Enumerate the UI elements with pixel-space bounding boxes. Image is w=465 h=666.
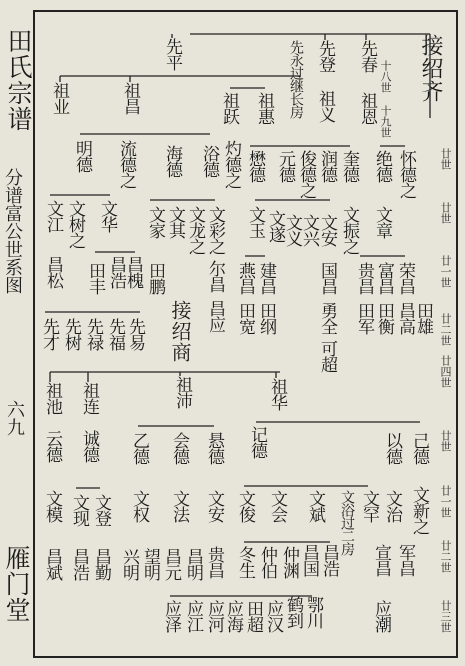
person-xian-1: 先树 [61,318,81,350]
person-xian-3: 先福 [105,318,125,350]
person-21-12: 文振之 [339,206,359,254]
person-l23-5: 应汉 [263,600,283,632]
person-l21-6: 文俊 [235,490,255,522]
person-22-9: 田宽 [235,302,255,334]
person-l21-3: 文权 [129,490,149,522]
person-20-7: 俊德之 [296,150,316,198]
person-22-2: 昌浩 [106,256,126,288]
generation-label-22b: 廿二世 [439,540,452,573]
person-lower-0: 祖池 [42,382,62,414]
generation-label-21: 廿一世 [439,255,452,288]
person-l21-5: 文安 [204,490,224,522]
person-l23-8: 应潮 [371,600,391,632]
generation-label-20b: 廿世 [439,202,452,224]
person-l21-2: 文登 [91,494,111,526]
person-21-13: 文章 [372,206,392,238]
person-21-8: 文遂 [265,210,285,242]
person-19-0: 祖业 [49,82,69,114]
person-22-8: 建昌 [256,262,276,294]
page-number: 六九 [4,400,25,436]
person-19-1: 祖昌 [120,82,140,114]
generation-label-19: 十九世 [379,105,392,138]
person-l20-3: 会德 [169,432,189,464]
person-l21-1: 文现 [69,494,89,526]
person-20-9: 奎德 [339,150,359,182]
person-22-3: 昌槐 [123,256,143,288]
person-21-6: 文彩之 [205,206,225,254]
person-l22-10: 仲渊 [279,546,299,578]
person-20-3: 浴德 [199,145,219,177]
person-l22-3: 兴明 [119,548,139,580]
person-19-5: 祖恩 [357,92,377,124]
person-xian-4: 先易 [125,318,145,350]
person-l22-11: 昌国 [299,544,319,576]
person-l20-1: 诚德 [79,430,99,462]
person-l20-2: 乙德 [129,432,149,464]
hall-name: 雁门堂 [2,545,31,623]
page-subtitle: 分谱富公世系图 [2,168,23,294]
person-l20-4: 悬德 [204,432,224,464]
person-l20-0: 云德 [42,430,62,462]
generation-label-18: 十八世 [379,60,392,93]
person-21-3: 文家 [145,206,165,238]
ancestor-name-top: 接绍齐 [418,34,443,103]
person-20-1: 流德之 [116,140,136,188]
person-22-18: 荣昌 [395,262,415,294]
person-lower-3: 祖华 [267,378,287,410]
branch-label-1: 先平 [162,38,182,70]
person-l23-1: 应江 [183,600,203,632]
person-l23-0: 应泽 [161,600,181,632]
generation-label-22a: 廿二世 [439,313,452,346]
person-lower-2: 祖沛 [172,376,192,408]
person-l21-11: 文治 [382,490,402,522]
person-22-12: 勇全 [317,302,337,334]
person-21-0: 文江 [43,200,63,232]
person-l20-7: 己德 [409,432,429,464]
generation-label-21b: 廿一世 [439,485,452,518]
person-22-10: 田纲 [256,302,276,334]
person-l22-9: 仲伯 [257,546,277,578]
person-22-14: 贵昌 [354,262,374,294]
person-22-1: 田丰 [85,262,105,294]
person-21-4: 文其 [165,206,185,238]
person-20-4: 灼德之 [221,140,241,188]
person-22-7: 燕昌 [235,262,255,294]
person-20-8: 润德 [317,150,337,182]
generation-label-20: 廿世 [439,148,452,170]
person-l21-0: 文模 [42,490,62,522]
person-20-11: 怀德之 [396,150,416,198]
person-21-11: 文安 [317,214,337,246]
branch-label-4: 先春 [357,40,377,72]
person-21-7: 文玉 [245,206,265,238]
person-21-2: 文华 [97,200,117,232]
person-l21-12: 文新之 [409,486,429,534]
person-l21-9: 文浴过二房 [339,490,355,555]
person-l23-7: 鄂川 [303,596,323,628]
person-20-6: 元德 [275,150,295,182]
person-l23-3: 应海 [223,600,243,632]
person-l22-13: 军昌 [395,544,415,576]
ancestor-name-second: 接绍商 [168,300,192,363]
person-22-16: 田衡 [374,302,394,334]
generation-label-20c: 廿世 [439,430,452,452]
person-22-11: 国昌 [317,262,337,294]
person-l23-2: 应河 [204,600,224,632]
generation-label-24: 廿四世 [439,355,452,388]
person-l20-6: 以德 [382,432,402,464]
person-22-17: 田军 [354,302,374,334]
person-l21-8: 文斌 [305,490,325,522]
person-l21-4: 文法 [169,490,189,522]
person-l22-14: 宣昌 [371,544,391,576]
branch-label-3: 先登 [315,40,335,72]
person-l22-2: 昌勤 [91,548,111,580]
person-22-0: 昌松 [43,256,63,288]
person-xian-0: 先才 [39,318,59,350]
person-19-3: 祖惠 [254,92,274,124]
person-lower-1: 祖连 [79,382,99,414]
person-20-0: 明德 [72,140,92,172]
person-l21-10: 文罕 [359,490,379,522]
person-22-15: 富昌 [374,262,394,294]
person-21-1: 文树之 [65,200,85,248]
person-l22-6: 昌明 [183,548,203,580]
person-22-4: 田鹏 [145,262,165,294]
person-21-10: 文兴 [299,214,319,246]
person-22-20: 田雄 [413,302,433,334]
person-19-2: 祖跃 [219,92,239,124]
person-22-19: 昌高 [395,302,415,334]
person-l22-1: 昌浩 [69,548,89,580]
person-21-9: 文义 [282,214,302,246]
person-l22-12: 昌浩 [319,544,339,576]
person-20-2: 海德 [162,145,182,177]
person-21-5: 文龙之 [185,206,205,254]
person-l22-5: 昌元 [161,548,181,580]
page-title: 田氏宗谱 [4,28,33,132]
person-l23-6: 鹤到 [283,596,303,628]
person-22-13: 可超 [317,340,337,372]
person-19-4: 祖义 [315,90,335,122]
person-l20-5: 记德 [247,426,267,458]
person-l21-7: 文会 [267,490,287,522]
branch-label-2: 先永过继长房 [288,40,304,118]
person-20-5: 懋德 [245,150,265,182]
person-xian-2: 先禄 [83,318,103,350]
person-l22-7: 贵昌 [204,546,224,578]
person-22-6: 昌应 [205,300,225,332]
person-22-5: 尔昌 [205,260,225,292]
person-l22-0: 昌斌 [42,548,62,580]
person-l23-4: 田超 [243,600,263,632]
person-20-10: 绝德 [372,150,392,182]
generation-label-23: 廿三世 [439,600,452,633]
person-l22-8: 冬生 [235,546,255,578]
person-l22-4: 望明 [140,548,160,580]
